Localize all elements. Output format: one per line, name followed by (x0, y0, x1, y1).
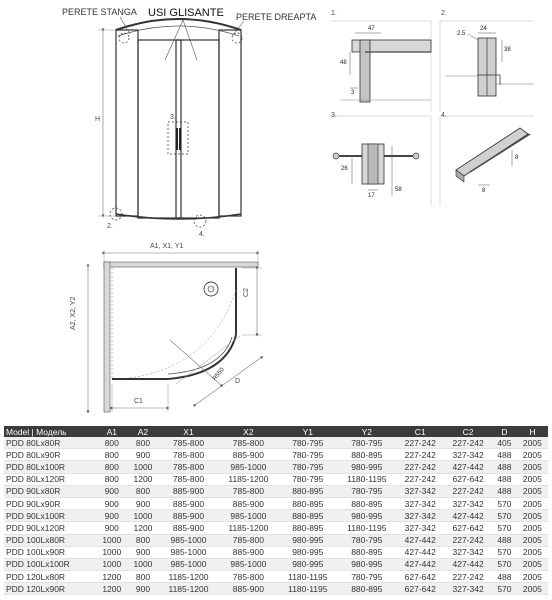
table-cell: 570 (492, 497, 517, 509)
table-header-cell: D (492, 426, 517, 437)
dim-c1-label: C1 (134, 398, 143, 405)
table-cell: 985-1000 (159, 558, 219, 570)
table-cell: 2005 (517, 461, 548, 473)
table-cell: 785-800 (159, 449, 219, 461)
dim-height: H (95, 116, 101, 123)
table-row (4, 558, 548, 570)
table-cell: 1000 (96, 558, 127, 570)
table-row (4, 461, 548, 473)
table-cell: 427-442 (396, 534, 444, 546)
table-cell: 1185-1200 (218, 473, 278, 485)
table-cell: 427-442 (396, 558, 444, 570)
table-cell: 627-642 (444, 522, 492, 534)
detail-2 (440, 21, 534, 112)
table-cell: 880-895 (278, 510, 337, 522)
table-cell: 880-895 (337, 583, 396, 595)
table-cell: 2005 (517, 534, 548, 546)
detail-4-dim-b: 8 (515, 155, 519, 161)
table-cell: 1180-1195 (337, 522, 396, 534)
table-row (4, 485, 548, 497)
table-cell: 627-642 (396, 571, 444, 583)
table-cell: 885-900 (159, 510, 219, 522)
detail-1-dim-b: 48 (340, 60, 347, 66)
table-cell: 785-800 (159, 473, 219, 485)
table-cell: 780-795 (278, 461, 337, 473)
table-cell: 785-800 (218, 437, 278, 449)
table-cell: 1180-1195 (337, 473, 396, 485)
detail-1 (330, 21, 431, 112)
table-cell: 488 (492, 485, 517, 497)
table-cell: 1185-1200 (159, 571, 219, 583)
detail-2-number: 2. (441, 10, 447, 17)
table-header-cell: H (517, 426, 548, 437)
table-cell: PDD 90Lx100R (4, 510, 96, 522)
callout-3: 3. (170, 114, 176, 121)
table-row (4, 437, 548, 449)
table-cell: 900 (127, 449, 158, 461)
table-cell: 885-900 (218, 583, 278, 595)
table-cell: 227-242 (444, 534, 492, 546)
detail-3-dim-c: 58 (395, 187, 402, 193)
table-cell: 780-795 (278, 449, 337, 461)
table-cell: 405 (492, 437, 517, 449)
table-header-cell: Y1 (278, 426, 337, 437)
table-cell: 2005 (517, 546, 548, 558)
table-cell: 2005 (517, 473, 548, 485)
table-cell: 800 (96, 437, 127, 449)
dim-c2-label: C2 (243, 288, 250, 297)
table-cell: 980-995 (337, 461, 396, 473)
table-cell: 885-900 (159, 485, 219, 497)
table-header-cell: X2 (218, 426, 278, 437)
table-cell: 2005 (517, 571, 548, 583)
table-cell: 227-242 (396, 449, 444, 461)
table-cell: 488 (492, 461, 517, 473)
table-cell: 980-995 (278, 558, 337, 570)
table-cell: 570 (492, 558, 517, 570)
table-cell: 885-900 (218, 546, 278, 558)
table-cell: PDD 100Lx90R (4, 546, 96, 558)
table-row (4, 497, 548, 509)
table-cell: 900 (96, 510, 127, 522)
table-cell: 880-895 (337, 449, 396, 461)
table-cell: 780-795 (337, 437, 396, 449)
table-cell: 1000 (127, 558, 158, 570)
table-cell: 327-342 (444, 583, 492, 595)
callout-2: 2. (107, 223, 113, 230)
table-cell: 570 (492, 522, 517, 534)
table-cell: 327-342 (396, 510, 444, 522)
table-cell: 985-1000 (218, 558, 278, 570)
table-row (4, 473, 548, 485)
table-cell: 785-800 (218, 571, 278, 583)
table-cell: 327-342 (396, 485, 444, 497)
callout-4: 4. (199, 231, 205, 238)
table-header-cell: Y2 (337, 426, 396, 437)
table-cell: 985-1000 (218, 510, 278, 522)
table-cell: 1180-1195 (278, 583, 337, 595)
table-cell: 1185-1200 (159, 583, 219, 595)
table-cell: 785-800 (218, 534, 278, 546)
table-cell: 780-795 (337, 571, 396, 583)
table-cell: 227-242 (444, 485, 492, 497)
table-cell: 985-1000 (159, 534, 219, 546)
table-cell: PDD 80Lx100R (4, 461, 96, 473)
table-cell: 427-442 (396, 546, 444, 558)
table-cell: PDD 80Lx120R (4, 473, 96, 485)
table-row (4, 510, 548, 522)
table-cell: PDD 100Lx100R (4, 558, 96, 570)
table-cell: 785-800 (218, 485, 278, 497)
table-cell: 800 (127, 437, 158, 449)
table-cell: 980-995 (337, 558, 396, 570)
table-cell: 1000 (96, 534, 127, 546)
table-header-row (4, 426, 548, 437)
table-cell: PDD 80Lx80R (4, 437, 96, 449)
table-cell: 900 (127, 497, 158, 509)
table-cell: 427-442 (444, 461, 492, 473)
table-cell: 2005 (517, 558, 548, 570)
detail-4-number: 4. (441, 112, 447, 119)
table-cell: PDD 120Lx80R (4, 571, 96, 583)
detail-4 (440, 116, 534, 206)
table-cell: 800 (96, 449, 127, 461)
table-cell: 1200 (96, 583, 127, 595)
label-left-wall: PERETE STANGA (62, 7, 137, 17)
table-row (4, 522, 548, 534)
table-cell: PDD 90Lx120R (4, 522, 96, 534)
table-cell: 627-642 (396, 583, 444, 595)
table-cell: 900 (96, 497, 127, 509)
table-cell: 427-442 (444, 558, 492, 570)
table-cell: 985-1000 (218, 461, 278, 473)
table-cell: 980-995 (278, 534, 337, 546)
detail-2-dim-c: 38 (504, 47, 511, 53)
table-cell: 227-242 (396, 437, 444, 449)
table-cell: PDD 120Lx90R (4, 583, 96, 595)
spec-table (4, 426, 548, 595)
table-cell: 2005 (517, 449, 548, 461)
plan-view (88, 250, 262, 412)
table-cell: 880-895 (278, 497, 337, 509)
detail-1-dim-a: 47 (368, 26, 375, 32)
table-cell: 488 (492, 534, 517, 546)
table-cell: 1000 (127, 510, 158, 522)
table-cell: PDD 90Lx80R (4, 485, 96, 497)
table-cell: 327-342 (444, 497, 492, 509)
table-cell: 780-795 (337, 485, 396, 497)
table-cell: 800 (127, 485, 158, 497)
table-cell: 1185-1200 (218, 522, 278, 534)
table-cell: PDD 100Lx80R (4, 534, 96, 546)
dim-radius-label: R550 (212, 367, 226, 382)
detail-3-number: 3. (331, 112, 337, 119)
table-cell: 1200 (127, 522, 158, 534)
dim-d-label: D (235, 378, 241, 385)
table-cell: 785-800 (159, 437, 219, 449)
table-cell: 780-795 (337, 534, 396, 546)
table-cell: PDD 80Lx90R (4, 449, 96, 461)
label-sliding-doors: USI GLISANTE (148, 7, 224, 19)
table-cell: 880-895 (337, 497, 396, 509)
table-cell: 627-642 (444, 473, 492, 485)
table-cell: 900 (96, 485, 127, 497)
table-row (4, 546, 548, 558)
table-cell: 785-800 (159, 461, 219, 473)
label-right-wall: PERETE DREAPTA (236, 12, 317, 22)
table-cell: 570 (492, 583, 517, 595)
table-cell: 985-1000 (159, 546, 219, 558)
table-cell: 427-442 (444, 510, 492, 522)
table-cell: 2005 (517, 522, 548, 534)
detail-2-dim-b: 24 (480, 26, 487, 32)
detail-3-dim-a: 26 (341, 166, 348, 172)
table-cell: 327-342 (396, 522, 444, 534)
table-cell: 900 (127, 546, 158, 558)
table-cell: 1000 (96, 546, 127, 558)
dim-left-label: A2, X2, Y2 (70, 296, 77, 330)
table-cell: 800 (96, 461, 127, 473)
table-cell: 780-795 (278, 437, 337, 449)
table-row (4, 583, 548, 595)
table-cell: 800 (127, 571, 158, 583)
table-cell: 570 (492, 546, 517, 558)
table-header-cell: Model | Модель (4, 426, 96, 437)
table-cell: 327-342 (396, 497, 444, 509)
table-cell: 227-242 (444, 571, 492, 583)
table-cell: 2005 (517, 583, 548, 595)
table-cell: 2005 (517, 497, 548, 509)
table-cell: 570 (492, 510, 517, 522)
table-cell: 227-242 (396, 473, 444, 485)
table-cell: 1200 (127, 473, 158, 485)
table-header-cell: C1 (396, 426, 444, 437)
table-cell: 327-342 (444, 449, 492, 461)
table-cell: 1200 (96, 571, 127, 583)
table-header-cell: X1 (159, 426, 219, 437)
table-cell: 488 (492, 571, 517, 583)
table-cell: 980-995 (278, 546, 337, 558)
table-cell: 780-795 (278, 473, 337, 485)
table-cell: 800 (96, 473, 127, 485)
table-cell: 1180-1195 (278, 571, 337, 583)
table-cell: 885-900 (159, 497, 219, 509)
detail-4-dim-a: 8 (482, 188, 486, 194)
table-row (4, 571, 548, 583)
table-cell: 880-895 (337, 546, 396, 558)
table-cell: 900 (127, 583, 158, 595)
table-cell: 885-900 (218, 449, 278, 461)
detail-3 (330, 116, 431, 206)
table-cell: 227-242 (396, 461, 444, 473)
table-header-cell: A1 (96, 426, 127, 437)
table-cell: 800 (127, 534, 158, 546)
table-row (4, 449, 548, 461)
table-cell: 880-895 (278, 522, 337, 534)
table-cell: 885-900 (218, 497, 278, 509)
table-header-cell: A2 (127, 426, 158, 437)
table-cell: 880-895 (278, 485, 337, 497)
table-cell: 2005 (517, 510, 548, 522)
detail-1-number: 1. (331, 10, 337, 17)
detail-3-dim-b: 17 (368, 193, 375, 199)
table-cell: PDD 90Lx90R (4, 497, 96, 509)
detail-1-dim-c: 3 (351, 90, 355, 96)
table-cell: 980-995 (337, 510, 396, 522)
detail-2-dim-a: 2.5 (457, 31, 466, 37)
table-cell: 885-900 (159, 522, 219, 534)
table-cell: 327-342 (444, 546, 492, 558)
table-cell: 1000 (127, 461, 158, 473)
table-cell: 488 (492, 473, 517, 485)
front-view (98, 17, 244, 227)
table-row (4, 534, 548, 546)
table-header-cell: C2 (444, 426, 492, 437)
table-cell: 488 (492, 449, 517, 461)
table-cell: 2005 (517, 485, 548, 497)
table-body (4, 437, 548, 595)
dim-top-label: A1, X1, Y1 (150, 243, 184, 250)
table-cell: 2005 (517, 437, 548, 449)
table-cell: 900 (96, 522, 127, 534)
table-cell: 227-242 (444, 437, 492, 449)
